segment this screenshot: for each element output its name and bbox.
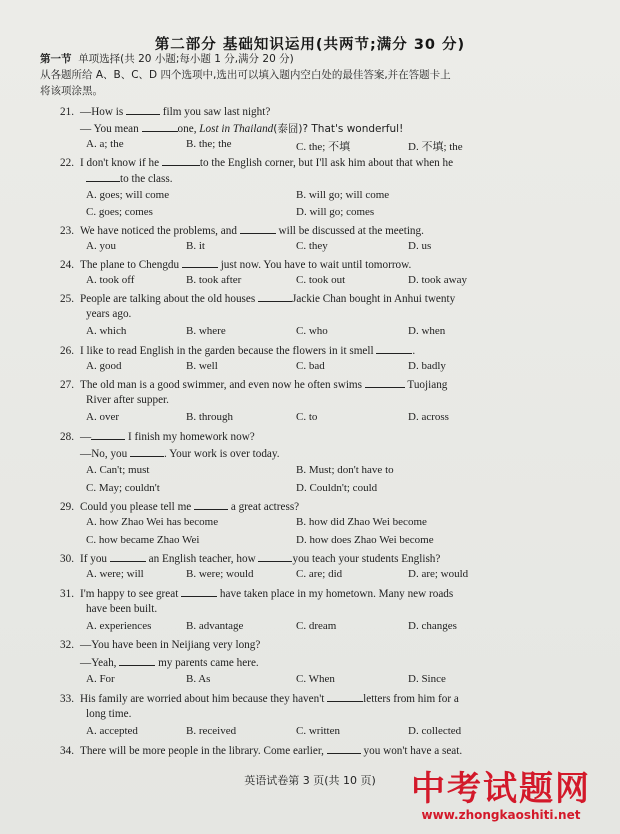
answer-blank — [194, 499, 228, 510]
question-text: There will be more people in the library. Come earlier, — [80, 745, 324, 757]
option-d[interactable]: D. across — [408, 411, 449, 423]
option-c[interactable]: C. May; couldn't — [86, 482, 160, 494]
question-25-line-2: years ago. — [86, 308, 132, 320]
option-d[interactable]: D. collected — [408, 725, 462, 737]
instruction-line-1: 从各题所给 A、B、C、D 四个选项中,选出可以填入题内空白处的最佳答案,并在答题卡上 — [40, 69, 451, 81]
option-d[interactable]: D. Since — [408, 673, 446, 685]
answer-blank — [258, 291, 292, 302]
question-text: (泰囧)? That's wonderful! — [273, 123, 404, 135]
answer-blank — [365, 377, 405, 388]
question-21-line-2 — [80, 121, 403, 136]
option-b[interactable]: B. Must; don't have to — [296, 464, 394, 476]
question-text: Tuojiang — [407, 379, 448, 391]
question-text: an English teacher, how — [148, 553, 256, 565]
question-28 — [54, 429, 255, 444]
option-d[interactable]: D. Couldn't; could — [296, 482, 378, 494]
option-d[interactable]: D. badly — [408, 360, 446, 372]
option-b[interactable]: B. received — [186, 725, 237, 737]
question-32-line-2 — [80, 655, 259, 670]
question-number: 24. — [60, 259, 74, 271]
subsection-header — [40, 52, 294, 66]
question-23 — [54, 223, 424, 238]
answer-blank — [130, 446, 164, 457]
option-d[interactable]: D. us — [408, 240, 432, 252]
question-number: 30. — [60, 553, 74, 565]
question-text: a great actress? — [230, 501, 300, 513]
question-30 — [54, 551, 440, 566]
question-21 — [54, 104, 270, 119]
question-text: to the English corner, but I'll ask him about that when he — [199, 157, 454, 169]
question-28-line-2 — [80, 446, 280, 461]
question-number: 22. — [60, 157, 74, 169]
option-a[interactable]: A. good — [86, 360, 122, 372]
option-c[interactable]: C. took out — [296, 274, 346, 286]
question-number: 31. — [60, 588, 74, 600]
question-number: 26. — [60, 345, 74, 357]
answer-blank — [376, 343, 412, 354]
question-33 — [54, 691, 459, 706]
question-number: 27. — [60, 379, 74, 391]
option-a[interactable]: A. accepted — [86, 725, 138, 737]
option-a[interactable]: A. were; will — [86, 568, 144, 580]
question-number: 23. — [60, 225, 74, 237]
question-number: 25. — [60, 293, 74, 305]
option-c[interactable]: C. how became Zhao Wei — [86, 534, 200, 546]
question-text: just now. You have to wait until tomorrow. — [220, 259, 412, 271]
watermark-url: www.zhongkaoshiti.net — [421, 808, 581, 822]
question-text: — You mean — [80, 123, 139, 135]
question-number: 32. — [60, 639, 74, 651]
option-a[interactable]: A. took off — [86, 274, 135, 286]
option-c[interactable]: C. written — [296, 725, 340, 737]
question-text: His family are worried about him because they haven't — [80, 693, 325, 705]
question-31 — [54, 586, 453, 601]
question-29 — [54, 499, 299, 514]
question-number: 21. — [60, 106, 74, 118]
option-b[interactable]: B. well — [186, 360, 218, 372]
option-a[interactable]: A. goes; will come — [86, 189, 170, 201]
question-text: . — [412, 345, 416, 357]
option-b[interactable]: B. took after — [186, 274, 242, 286]
option-b[interactable]: B. advantage — [186, 620, 244, 632]
subsection-label: 第一节 — [40, 53, 72, 65]
question-27 — [54, 377, 447, 392]
option-a[interactable]: A. how Zhao Wei has become — [86, 516, 219, 528]
question-text: —How is — [80, 106, 124, 118]
option-d[interactable]: D. changes — [408, 620, 457, 632]
answer-blank — [240, 223, 276, 234]
question-number: 29. — [60, 501, 74, 513]
option-d[interactable]: D. how does Zhao Wei become — [296, 534, 434, 546]
movie-title: Lost in Thailand — [199, 123, 274, 135]
question-text: . Your work is over today. — [164, 448, 280, 460]
question-25 — [54, 291, 455, 306]
option-a[interactable]: A. over — [86, 411, 119, 423]
option-c[interactable]: C. When — [296, 673, 335, 685]
question-text: to the class. — [120, 173, 173, 185]
question-33-line-2: long time. — [86, 708, 132, 720]
answer-blank — [181, 586, 217, 597]
option-b[interactable]: B. where — [186, 325, 226, 337]
option-a[interactable]: A. For — [86, 673, 115, 685]
question-22-line-2 — [86, 171, 173, 186]
question-26 — [54, 343, 415, 358]
question-text: my parents came here. — [158, 657, 259, 669]
answer-blank — [327, 691, 363, 702]
option-d[interactable]: D. will go; comes — [296, 206, 375, 218]
question-text: you won't have a seat. — [363, 745, 463, 757]
option-c[interactable]: C. who — [296, 325, 328, 337]
answer-blank — [162, 155, 200, 166]
question-number: 33. — [60, 693, 74, 705]
option-b[interactable]: B. the; the — [186, 138, 232, 150]
option-b[interactable]: B. As — [186, 673, 211, 685]
option-a[interactable]: A. Can't; must — [86, 464, 150, 476]
option-a[interactable]: A. you — [86, 240, 116, 252]
question-text: If you — [80, 553, 108, 565]
option-b[interactable]: B. will go; will come — [296, 189, 390, 201]
question-number: 34. — [60, 745, 74, 757]
question-text: The plane to Chengdu — [80, 259, 180, 271]
option-a[interactable]: A. a; the — [86, 138, 124, 150]
question-text: —You have been in Neijiang very long? — [80, 639, 261, 651]
option-b[interactable]: B. were; would — [186, 568, 254, 580]
subsection-desc: 单项选择(共 20 小题;每小题 1 分,满分 20 分) — [78, 53, 294, 65]
question-text: People are talking about the old houses — [80, 293, 256, 305]
question-text: I don't know if he — [80, 157, 160, 169]
question-text: —Yeah, — [80, 657, 117, 669]
question-text: — — [80, 431, 92, 443]
question-32 — [54, 638, 260, 652]
watermark-title: 中考试题网 — [411, 769, 591, 809]
option-c[interactable]: C. bad — [296, 360, 325, 372]
question-34 — [54, 743, 462, 758]
option-c[interactable]: C. goes; comes — [86, 206, 153, 218]
option-a[interactable]: A. which — [86, 325, 127, 337]
answer-blank — [119, 655, 155, 666]
question-text: The old man is a good swimmer, and even now he often swims — [80, 379, 362, 391]
option-b[interactable]: B. through — [186, 411, 234, 423]
question-24 — [54, 257, 411, 272]
question-text: Jackie Chan bought in Anhui twenty — [292, 293, 456, 305]
answer-blank — [258, 551, 292, 562]
option-d[interactable]: D. when — [408, 325, 446, 337]
option-c[interactable]: C. they — [296, 240, 328, 252]
instruction-line-2: 将该项涂黑。 — [40, 85, 103, 97]
answer-blank — [110, 551, 146, 562]
page-footer: 英语试卷第 3 页(共 10 页) — [244, 774, 376, 787]
section-title: 第二部分 基础知识运用(共两节;满分 30 分) — [154, 37, 466, 53]
question-text: Could you please tell me — [80, 501, 192, 513]
option-c[interactable]: C. are; did — [296, 568, 343, 580]
question-text: I like to read English in the garden because the flowers in it smell — [80, 345, 374, 357]
answer-blank — [126, 104, 160, 115]
question-text: will be discussed at the meeting. — [278, 225, 424, 237]
answer-blank — [86, 171, 120, 182]
option-d[interactable]: D. 不填; the — [408, 141, 463, 153]
option-d[interactable]: D. are; would — [408, 568, 469, 580]
option-d[interactable]: D. took away — [408, 274, 467, 286]
question-text: film you saw last night? — [162, 106, 271, 118]
question-text: one, — [177, 123, 197, 135]
option-c[interactable]: C. the; 不填 — [296, 141, 351, 153]
option-b[interactable]: B. how did Zhao Wei become — [296, 516, 427, 528]
question-text: We have noticed the problems, and — [80, 225, 237, 237]
option-c[interactable]: C. dream — [296, 620, 337, 632]
question-number: 28. — [60, 431, 74, 443]
question-text: I finish my homework now? — [127, 431, 255, 443]
question-text: I'm happy to see great — [80, 588, 179, 600]
question-text: have taken place in my hometown. Many new roads — [219, 588, 454, 600]
site-watermark — [396, 770, 606, 822]
question-text: —No, you — [80, 448, 128, 460]
option-b[interactable]: B. it — [186, 240, 205, 252]
question-text: you teach your students English? — [292, 553, 441, 565]
answer-blank — [182, 257, 218, 268]
question-text: letters from him for a — [363, 693, 459, 705]
answer-blank — [91, 429, 125, 440]
option-a[interactable]: A. experiences — [86, 620, 152, 632]
question-27-line-2: River after supper. — [86, 394, 169, 406]
question-31-line-2: have been built. — [86, 603, 158, 615]
option-c[interactable]: C. to — [296, 411, 318, 423]
answer-blank — [142, 121, 178, 132]
answer-blank — [327, 743, 361, 754]
question-22 — [54, 155, 453, 170]
